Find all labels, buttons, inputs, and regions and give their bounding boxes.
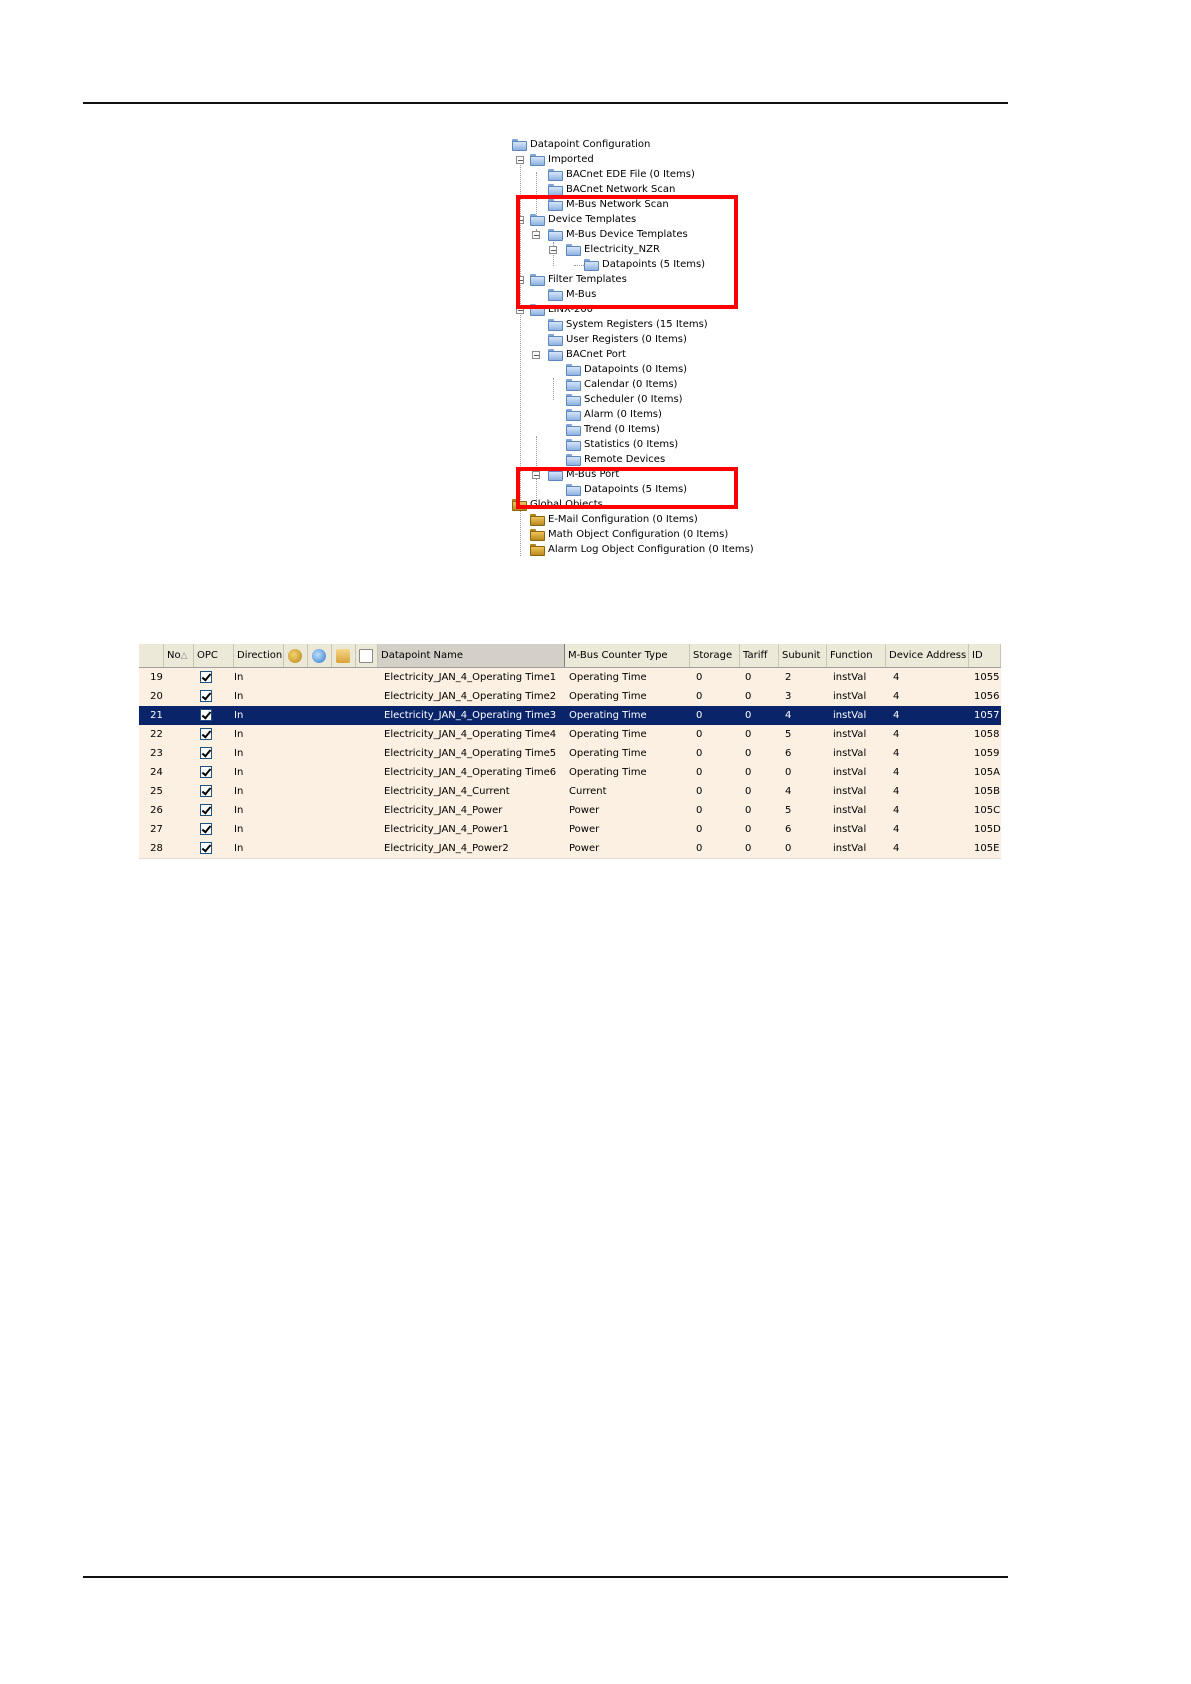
cell-function: instVal	[833, 710, 867, 721]
tree-node-remote-devices[interactable]	[566, 453, 665, 467]
highlight-box-mbus-port	[516, 467, 738, 509]
cell-device-address: 4	[893, 786, 900, 797]
cell-function: instVal	[833, 824, 867, 835]
tree-node-bacnet-port[interactable]	[548, 348, 626, 362]
cell-subunit: 6	[785, 748, 792, 759]
cell-datapoint-name: Electricity_JAN_4_Operating Time2	[384, 691, 557, 702]
cell-device-address: 4	[893, 729, 900, 740]
tree-node-label: Trend (0 Items)	[584, 424, 660, 435]
cell-subunit: 2	[785, 672, 792, 683]
opc-checkbox[interactable]	[200, 804, 212, 816]
cell-device-address: 4	[893, 710, 900, 721]
tree-node-imported[interactable]	[530, 153, 594, 167]
table-row[interactable]	[139, 687, 1001, 707]
cell-direction: In	[234, 767, 244, 778]
tree-node-label: M-Bus Network Scan	[566, 199, 669, 210]
bottom-rule	[83, 1576, 1008, 1578]
highlight-box-templates	[516, 195, 738, 309]
column-header-info[interactable]	[308, 644, 332, 667]
cell-datapoint-name: Electricity_JAN_4_Operating Time5	[384, 748, 557, 759]
opc-checkbox[interactable]	[200, 671, 212, 683]
tree-node-label: Imported	[548, 154, 594, 165]
cell-id: 1058	[974, 729, 1000, 740]
cell-no: 24	[150, 767, 163, 778]
cell-storage: 0	[696, 691, 703, 702]
cell-subunit: 4	[785, 710, 792, 721]
tree-node-label: Datapoints (0 Items)	[584, 364, 688, 375]
tree-node-bacnet-datapoints[interactable]	[566, 363, 687, 377]
grid-header	[139, 644, 1001, 668]
cell-device-address: 4	[893, 767, 900, 778]
cell-counter-type: Current	[569, 786, 607, 797]
folder-open-icon	[336, 649, 350, 663]
cell-datapoint-name: Electricity_JAN_4_Operating Time4	[384, 729, 557, 740]
table-row[interactable]	[139, 820, 1001, 840]
cell-id: 105C	[974, 805, 1001, 816]
opc-checkbox[interactable]	[200, 823, 212, 835]
cell-id: 105E	[974, 843, 1000, 854]
tree-node-label: E-Mail Configuration (0 Items)	[548, 514, 698, 525]
column-header-storage[interactable]: Storage	[690, 644, 740, 667]
tree-node-user-registers[interactable]	[548, 333, 687, 347]
cell-no: 23	[150, 748, 163, 759]
tree-node-math-object-configuration[interactable]	[530, 528, 728, 542]
collapse-icon[interactable]: −	[550, 246, 557, 255]
table-row[interactable]	[139, 668, 1001, 688]
cell-no: 27	[150, 824, 163, 835]
cell-tariff: 0	[745, 805, 752, 816]
top-rule	[83, 102, 1008, 104]
cell-tariff: 0	[745, 691, 752, 702]
cell-datapoint-name: Electricity_JAN_4_Operating Time1	[384, 672, 557, 683]
column-header-opc[interactable]: OPC	[194, 644, 234, 667]
tree-node-system-registers[interactable]	[548, 318, 708, 332]
tree-node-label: BACnet Port	[566, 349, 626, 360]
cell-function: instVal	[833, 767, 867, 778]
tree-node-label: Alarm Log Object Configuration (0 Items)	[548, 544, 754, 555]
tree-node-alarm[interactable]	[566, 408, 662, 422]
tree-node-label: Datapoints (5 Items)	[584, 484, 688, 495]
tree-node-calendar[interactable]	[566, 378, 677, 392]
cell-id: 1055	[974, 672, 1000, 683]
cell-tariff: 0	[745, 710, 752, 721]
cell-id: 1056	[974, 691, 1000, 702]
cell-no: 25	[150, 786, 163, 797]
blue-folder-icon	[566, 394, 581, 406]
cell-counter-type: Power	[569, 843, 600, 854]
cell-device-address: 4	[893, 691, 900, 702]
tree-node-label: Remote Devices	[584, 454, 666, 465]
cell-storage: 0	[696, 843, 703, 854]
tree-node-label: User Registers (0 Items)	[566, 334, 687, 345]
cell-subunit: 5	[785, 729, 792, 740]
cell-tariff: 0	[745, 748, 752, 759]
cell-subunit: 5	[785, 805, 792, 816]
cell-function: instVal	[833, 672, 867, 683]
cell-storage: 0	[696, 710, 703, 721]
opc-checkbox[interactable]	[200, 766, 212, 778]
cell-function: instVal	[833, 843, 867, 854]
cell-datapoint-name: Electricity_JAN_4_Operating Time3	[384, 710, 557, 721]
tree-node-label: Filter Templates	[548, 274, 627, 285]
column-header-direction[interactable]: Direction	[234, 644, 284, 667]
cell-counter-type: Power	[569, 824, 600, 835]
blue-folder-icon	[548, 169, 563, 181]
cell-datapoint-name: Electricity_JAN_4_Power1	[384, 824, 509, 835]
column-header-subunit[interactable]: Subunit	[779, 644, 827, 667]
tree-node-label: Statistics (0 Items)	[584, 439, 679, 450]
cell-storage: 0	[696, 748, 703, 759]
column-header-id[interactable]: ID	[969, 644, 1001, 667]
cell-device-address: 4	[893, 672, 900, 683]
collapse-icon[interactable]: −	[533, 231, 540, 240]
tree-node-label: System Registers (15 Items)	[566, 319, 708, 330]
tree-node-label: Alarm (0 Items)	[584, 409, 662, 420]
cell-tariff: 0	[745, 824, 752, 835]
cell-tariff: 0	[745, 843, 752, 854]
cell-datapoint-name: Electricity_JAN_4_Current	[384, 786, 510, 797]
blue-folder-icon	[548, 319, 563, 331]
table-row[interactable]	[139, 763, 1001, 783]
cell-counter-type: Operating Time	[569, 729, 647, 740]
collapse-icon[interactable]: −	[517, 216, 524, 225]
table-row[interactable]	[139, 744, 1001, 764]
collapse-icon[interactable]: −	[517, 156, 524, 165]
tree-node-label: Calendar (0 Items)	[584, 379, 678, 390]
opc-checkbox[interactable]	[200, 690, 212, 702]
opc-checkbox[interactable]	[200, 842, 212, 854]
blue-folder-icon	[566, 424, 581, 436]
blue-folder-icon	[548, 349, 563, 361]
collapse-icon[interactable]: −	[517, 306, 524, 315]
cell-direction: In	[234, 748, 244, 759]
blue-folder-icon	[566, 379, 581, 391]
cell-subunit: 3	[785, 691, 792, 702]
cell-no: 22	[150, 729, 163, 740]
tree-node-label: Math Object Configuration (0 Items)	[548, 529, 729, 540]
tree-node-label: M-Bus	[566, 289, 597, 300]
tree-node-label: M-Bus Device Templates	[566, 229, 688, 240]
cell-direction: In	[234, 824, 244, 835]
cell-counter-type: Operating Time	[569, 710, 647, 721]
blue-folder-icon	[512, 139, 527, 151]
cell-no: 26	[150, 805, 163, 816]
tree-node-label: Electricity_NZR	[584, 244, 660, 255]
chart-icon	[359, 649, 373, 663]
cell-function: instVal	[833, 748, 867, 759]
sort-ascending-icon: △	[180, 651, 188, 661]
tree-node-email-configuration[interactable]	[530, 513, 698, 527]
cell-counter-type: Operating Time	[569, 767, 647, 778]
header-row-selector	[139, 644, 164, 667]
cell-device-address: 4	[893, 805, 900, 816]
tree-node-scheduler[interactable]	[566, 393, 683, 407]
cell-storage: 0	[696, 767, 703, 778]
table-row[interactable]	[139, 706, 1001, 726]
cell-tariff: 0	[745, 786, 752, 797]
tree-node-label: Datapoint Configuration	[530, 139, 651, 150]
blue-folder-icon	[566, 439, 581, 451]
tree-node-label: BACnet Network Scan	[566, 184, 676, 195]
collapse-icon[interactable]: −	[533, 351, 540, 360]
cell-subunit: 0	[785, 767, 792, 778]
cell-id: 1059	[974, 748, 1000, 759]
info-icon	[312, 649, 326, 663]
cell-function: instVal	[833, 786, 867, 797]
gold-folder-icon	[530, 529, 545, 541]
cell-counter-type: Operating Time	[569, 691, 647, 702]
opc-checkbox[interactable]	[200, 785, 212, 797]
cell-no: 28	[150, 843, 163, 854]
cell-id: 105A	[974, 767, 1000, 778]
opc-checkbox[interactable]	[200, 709, 212, 721]
collapse-icon[interactable]: −	[517, 276, 524, 285]
cell-storage: 0	[696, 729, 703, 740]
column-header-broom[interactable]	[284, 644, 308, 667]
cell-datapoint-name: Electricity_JAN_4_Power	[384, 805, 503, 816]
cell-counter-type: Power	[569, 805, 600, 816]
column-header-device-address[interactable]: Device Address	[886, 644, 969, 667]
cell-counter-type: Operating Time	[569, 748, 647, 759]
cell-no: 20	[150, 691, 163, 702]
cell-storage: 0	[696, 805, 703, 816]
cell-no: 19	[150, 672, 163, 683]
cell-tariff: 0	[745, 672, 752, 683]
cell-function: instVal	[833, 691, 867, 702]
tree-node-label: Device Templates	[548, 214, 637, 225]
cell-device-address: 4	[893, 748, 900, 759]
column-header-counter-type[interactable]: M-Bus Counter Type	[565, 644, 690, 667]
cell-id: 105B	[974, 786, 1000, 797]
cell-direction: In	[234, 710, 244, 721]
tree-node-statistics[interactable]	[566, 438, 678, 452]
blue-folder-icon	[548, 334, 563, 346]
column-header-datapoint-name[interactable]: Datapoint Name	[378, 644, 565, 667]
cell-tariff: 0	[745, 729, 752, 740]
tree-node-label: M-Bus Port	[566, 469, 620, 480]
table-row[interactable]	[139, 839, 1001, 859]
blue-folder-icon	[566, 454, 581, 466]
opc-checkbox[interactable]	[200, 728, 212, 740]
cell-direction: In	[234, 786, 244, 797]
column-header-folder[interactable]	[332, 644, 356, 667]
column-header-no[interactable]: No△	[164, 644, 194, 667]
tree-node-label: Scheduler (0 Items)	[584, 394, 683, 405]
cell-device-address: 4	[893, 824, 900, 835]
cell-storage: 0	[696, 824, 703, 835]
tree-node-label: LINX-200	[548, 304, 594, 315]
cell-function: instVal	[833, 805, 867, 816]
tree-node-bacnet-ede-file[interactable]	[548, 168, 695, 182]
cell-storage: 0	[696, 786, 703, 797]
gold-folder-icon	[530, 544, 545, 556]
cell-function: instVal	[833, 729, 867, 740]
broom-icon	[288, 649, 302, 663]
cell-direction: In	[234, 843, 244, 854]
cell-subunit: 0	[785, 843, 792, 854]
cell-direction: In	[234, 729, 244, 740]
cell-counter-type: Operating Time	[569, 672, 647, 683]
blue-folder-icon	[530, 154, 545, 166]
gold-folder-icon	[530, 514, 545, 526]
cell-datapoint-name: Electricity_JAN_4_Operating Time6	[384, 767, 557, 778]
blue-folder-icon	[566, 409, 581, 421]
tree-node-label: Datapoints (5 Items)	[602, 259, 706, 270]
cell-direction: In	[234, 691, 244, 702]
tree-node-label: Global Objects	[530, 499, 603, 510]
cell-storage: 0	[696, 672, 703, 683]
tree-node-label: BACnet EDE File (0 Items)	[566, 169, 695, 180]
cell-direction: In	[234, 672, 244, 683]
cell-subunit: 6	[785, 824, 792, 835]
cell-device-address: 4	[893, 843, 900, 854]
blue-folder-icon	[566, 364, 581, 376]
cell-datapoint-name: Electricity_JAN_4_Power2	[384, 843, 509, 854]
tree-node-datapoint-configuration[interactable]	[512, 138, 650, 152]
column-header-tariff[interactable]: Tariff	[740, 644, 779, 667]
table-row[interactable]	[139, 801, 1001, 821]
tree-node-trend[interactable]	[566, 423, 660, 437]
cell-subunit: 4	[785, 786, 792, 797]
cell-tariff: 0	[745, 767, 752, 778]
tree-node-alarm-log-object-configuration[interactable]	[530, 543, 754, 557]
table-row[interactable]	[139, 782, 1001, 802]
column-header-function[interactable]: Function	[827, 644, 886, 667]
collapse-icon[interactable]: −	[533, 471, 540, 480]
table-row[interactable]	[139, 725, 1001, 745]
cell-no: 21	[150, 710, 163, 721]
opc-checkbox[interactable]	[200, 747, 212, 759]
column-header-chart[interactable]	[356, 644, 378, 667]
cell-id: 105D	[974, 824, 1001, 835]
cell-id: 1057	[974, 710, 1000, 721]
datapoint-grid[interactable]	[139, 644, 1001, 854]
cell-direction: In	[234, 805, 244, 816]
